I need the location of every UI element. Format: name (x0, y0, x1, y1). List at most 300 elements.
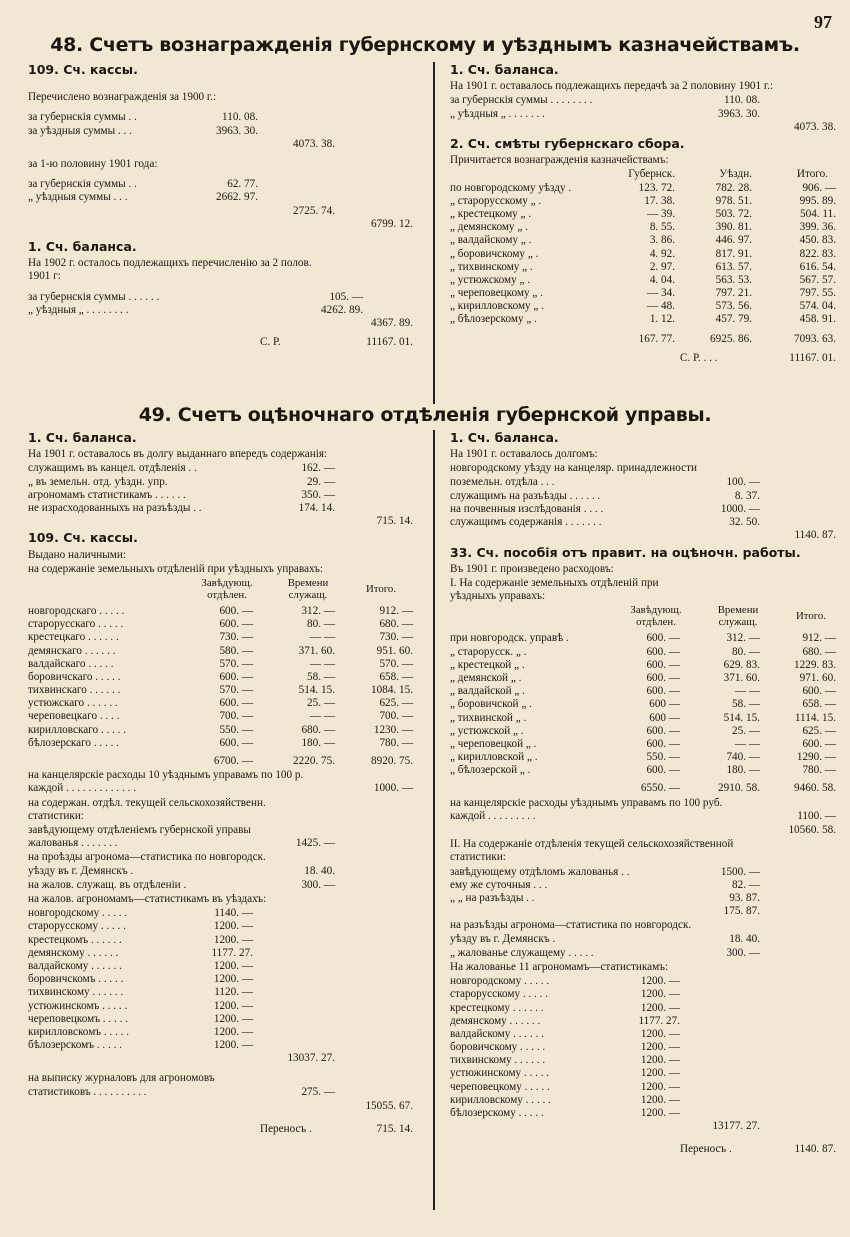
row-value: 1177. 27. (211, 946, 253, 959)
row-value: 457. 79. (715, 313, 752, 326)
row-label: боровичскомъ . . . . . (28, 973, 124, 986)
table-row (450, 659, 840, 672)
row-value: 995. 89. (799, 194, 836, 207)
row-value: 625. — (379, 697, 413, 710)
s49-right-balance-rows (450, 490, 840, 530)
row-value: 600. — (802, 737, 836, 750)
row-label: новгородскому . . . . . (450, 975, 550, 988)
row-label: валдайскому . . . . . . (28, 959, 122, 972)
row-label: крестецкаго . . . . . . (28, 631, 119, 644)
s49-right-office-expenses: на канцелярскіе расходы уѣзднымъ управамъ по 100 руб. каждой . . . . . . . . . 1100. — (450, 796, 836, 822)
row-label: „ бѣлозерскому „ . (450, 313, 537, 326)
s49-left-heading-cash: 109. Сч. кассы. (28, 530, 138, 546)
row-label: череповецкомъ . . . . . (28, 1012, 128, 1025)
page-number: 97 (814, 12, 832, 32)
row-value: 600. — (646, 671, 680, 684)
row-value: 1200. — (213, 933, 253, 946)
table-row (450, 975, 840, 988)
s49-right-heading-subsidy: 33. Сч. пособія отъ правит. на оцѣночн. работы. (450, 544, 801, 560)
row-label: бѣлозерскаго . . . . . (28, 736, 119, 749)
table-row (450, 632, 840, 645)
table-row (450, 879, 840, 892)
row-value: 1200. — (640, 1093, 680, 1106)
row-value: 822. 83. (799, 247, 836, 260)
section-48-title: 48. Счетъ вознагражденія губернскому и уѣзднымъ казначействамъ. (50, 34, 800, 56)
row-label: валдайскому . . . . . . (450, 1027, 544, 1040)
row-value: 180. — (301, 736, 335, 749)
s49-right-carry: Переносъ . 1140. 87. (680, 1143, 836, 1156)
row-value: 1200. — (640, 1054, 680, 1067)
table-row (450, 1107, 840, 1120)
row-value: 371. 60. (298, 644, 335, 657)
row-value: — 48. (647, 300, 675, 313)
table-row (450, 516, 840, 529)
row-value: 573. 56. (715, 300, 752, 313)
row-value: 514. 15. (723, 711, 760, 724)
s49-left-text: Выдано наличными: (28, 548, 126, 561)
table-row (28, 502, 423, 515)
row-value: 629. 83. (723, 658, 760, 671)
row-label: служащимъ содержанія . . . . . . . (450, 516, 602, 529)
table-row (450, 751, 840, 764)
row-value: 1200. — (213, 920, 253, 933)
row-value: 350. — (301, 488, 335, 501)
row-label: завѣдующему отдѣломъ жалованья . . (450, 865, 630, 878)
row-label: „ валдайской „ . (450, 685, 525, 698)
table-row (450, 725, 840, 738)
table-row (28, 1026, 423, 1039)
s49-right-text: На жалованье 11 агрономамъ—статистикамъ: (450, 960, 669, 973)
s48-right-text: На 1901 г. оставалось подлежащихъ передачѣ за 2 половину 1901 г.: (450, 80, 774, 93)
row-label: не израсходованныхъ на разъѣзды . . (28, 501, 202, 514)
table-row (28, 658, 423, 671)
row-value: 600. — (802, 685, 836, 698)
s49-right-heading-balance: 1. Сч. баланса. (450, 430, 559, 445)
table-row (450, 490, 840, 503)
row-label: „ боровичскому „ . (450, 247, 539, 260)
row-value: 25. — (307, 697, 335, 710)
table-row (450, 221, 840, 234)
table-row (28, 671, 423, 684)
table-row (450, 1054, 840, 1067)
row-value: 625. — (802, 724, 836, 737)
row-value: 600. — (219, 670, 253, 683)
row-value: 570. — (219, 657, 253, 670)
table-row (28, 710, 423, 723)
row-value: 1200. — (640, 1107, 680, 1120)
row-value: 80. — (307, 618, 335, 631)
row-value: 32. 50. (729, 516, 760, 529)
row-label: „ демянскому „ . (450, 221, 528, 234)
s48-right-text: Причитается вознагражденія казначействамъ: (450, 154, 669, 167)
row-label: боровичскому . . . . . (450, 1041, 546, 1054)
s49-left-journals: на выписку журналовъ для агрономовъ статистиковъ . . . . . . . . . . 275. — (28, 1072, 335, 1098)
row-value: 29. — (307, 475, 335, 488)
row-value: 730. — (219, 631, 253, 644)
row-value: 80. — (732, 645, 760, 658)
row-value: — — (309, 710, 335, 723)
table-row (450, 261, 840, 274)
row-value: 700. — (379, 710, 413, 723)
s48-left-text: На 1902 г. осталось подлежащихъ перечисленію за 2 полов. 1901 г: (28, 257, 312, 283)
s49-left-text: на содержаніе земельныхъ отдѣленій при уѣздныхъ управахъ: (28, 562, 324, 575)
table-row (450, 1041, 840, 1054)
table-row (28, 645, 423, 658)
row-value: 680. — (802, 645, 836, 658)
s49-right-text: На 1901 г. оставалось долгомъ: (450, 448, 598, 461)
row-value: 1200. — (213, 999, 253, 1012)
row-value: 978. 51. (715, 194, 752, 207)
row-value: 1200. — (640, 1041, 680, 1054)
row-label: череповецкому . . . . . (450, 1080, 550, 1093)
table-row (28, 618, 423, 631)
row-label: кирилловскаго . . . . . (28, 723, 127, 736)
row-label: „ старорусск. „ . (450, 645, 527, 658)
table-row (450, 300, 840, 313)
row-label: старорусскому . . . . . (450, 988, 549, 1001)
row-value: 971. 60. (799, 671, 836, 684)
table-row (28, 697, 423, 710)
row-value: 17. 38. (644, 194, 675, 207)
table-row (450, 1028, 840, 1041)
row-label: крестецкомъ . . . . . . (28, 933, 122, 946)
table-row (28, 631, 423, 644)
row-label: крестецкому . . . . . . (450, 1001, 544, 1014)
row-label: демянскому . . . . . . (450, 1014, 541, 1027)
row-value: 1230. — (373, 723, 413, 736)
table-row (450, 208, 840, 221)
table-row (450, 1067, 840, 1080)
s49-right-subtotal: 1140. 87. (794, 529, 836, 542)
row-label: „ демянской „ . (450, 671, 522, 684)
table-row (450, 698, 840, 711)
row-value: 1177. 27. (638, 1014, 680, 1027)
row-value: 600. — (646, 737, 680, 750)
row-value: 600 — (649, 698, 680, 711)
row-value: 570. — (219, 684, 253, 697)
row-value: 1200. — (640, 1067, 680, 1080)
row-value: 93. 87. (729, 892, 760, 904)
s49-right-head-rows (450, 866, 840, 906)
row-value: 574. 04. (799, 300, 836, 313)
row-value: 458. 91. (799, 313, 836, 326)
s48-left-row: „ уѣздныя „ . . . . . . . . 4262. 89. (28, 303, 363, 316)
s48-left-subtotal: 4073. 38. (293, 137, 335, 150)
row-value: — — (734, 685, 760, 698)
table-row (450, 234, 840, 247)
row-label: тихвинскому . . . . . . (28, 986, 124, 999)
table-row (450, 248, 840, 261)
table-row (28, 737, 423, 750)
s48-right-table-total: 167. 77. 6925. 86. 7093. 63. (638, 332, 836, 345)
s49-right-column (450, 428, 840, 1157)
row-value: 1290. — (796, 751, 836, 764)
s48-left-heading-cash: 109. Сч. кассы. (28, 62, 138, 77)
row-value: 570. — (379, 657, 413, 670)
s49-right-agronomist-travel: на разъѣзды агронома—статистика по новгородск. уѣзду въ г. Демянскъ . 18. 40. (450, 919, 760, 945)
s49-left-carry: Переносъ . 715. 14. (260, 1123, 413, 1136)
row-value: 8. 37. (734, 489, 760, 502)
row-value: 1200. — (640, 1080, 680, 1093)
s48-left-heading-balance: 1. Сч. баланса. (28, 238, 137, 254)
s49-left-text: На 1901 г. оставалось въ долгу выданнаго впередъ содержанія: (28, 448, 328, 461)
s49-left-balance-rows (28, 462, 423, 515)
s49-left-table (28, 605, 423, 750)
row-label: новгородскому . . . . . (28, 907, 128, 920)
row-label: „ валдайскому „ . (450, 234, 532, 247)
row-label: служащимъ въ канцел. отдѣленія . . (28, 462, 197, 475)
s49-right-table-header: Завѣдующ. отдѣлен. Времени служащ. Итого. (630, 604, 827, 629)
row-value: 1114. 15. (794, 711, 836, 724)
row-value: 58. — (732, 698, 760, 711)
s49-left-office-expenses: на канцелярскіе расходы 10 уѣзднымъ управамъ по 100 р. каждой . . . . . . . . . . . . . 1000. — (28, 769, 413, 795)
row-value: — — (309, 657, 335, 670)
row-label: „ бѣлозерской „ . (450, 764, 531, 777)
row-value: 174. 14. (298, 501, 335, 514)
table-row (450, 1002, 840, 1015)
row-value: 906. — (802, 181, 836, 194)
row-value: 180. — (726, 764, 760, 777)
row-value: 600. — (646, 724, 680, 737)
s49-left-subtotal: 15055. 67. (365, 1099, 413, 1112)
table-row (450, 1015, 840, 1028)
s49-right-text: II. На содержаніе отдѣленія текущей сельскохозяйственной статистики: (450, 838, 734, 864)
row-value: 580. — (219, 644, 253, 657)
row-value: 82. — (732, 878, 760, 891)
row-value: 700. — (219, 710, 253, 723)
row-value: 600. — (646, 658, 680, 671)
table-row (450, 764, 840, 777)
row-value: 797. 21. (715, 287, 752, 300)
s48-left-text: за 1-ю половину 1901 года: (28, 157, 158, 170)
row-value: 123. 72. (638, 181, 675, 194)
row-value: 25. — (732, 724, 760, 737)
row-label: „ устюжской „ . (450, 724, 524, 737)
row-value: 550. — (219, 723, 253, 736)
row-value: 1200. — (213, 1025, 253, 1038)
s48-left-row: за губернскія суммы . . 110. 08. (28, 111, 258, 124)
row-value: 514. 15. (298, 684, 335, 697)
row-value: 567. 57. (799, 273, 836, 286)
row-label: новгородскаго . . . . . (28, 604, 125, 617)
row-value: 1229. 83. (794, 658, 836, 671)
s49-right-subtotal: 10560. 58. (788, 824, 836, 837)
row-label: „ тихвинскому „ . (450, 260, 533, 273)
table-row (28, 724, 423, 737)
table-row (450, 503, 840, 516)
s49-left-text: на жалов. агрономамъ—статистикамъ въ уѣздахъ: (28, 893, 267, 906)
table-row (28, 920, 423, 933)
s48-left-column (28, 60, 423, 349)
s48-left-row: за уѣздныя суммы . . . 3963. 30. (28, 124, 258, 137)
row-value: 390. 81. (715, 221, 752, 234)
s49-left-agronomist-table (28, 907, 423, 1052)
s48-right-heading-estimate: 2. Сч. смѣты губернскаго сбора. (450, 135, 685, 151)
table-row (28, 986, 423, 999)
row-value: 1140. — (214, 907, 253, 920)
s49-left-subtotal: 715. 14. (376, 515, 413, 528)
table-row (28, 476, 423, 489)
table-row (28, 489, 423, 502)
row-value: 951. 60. (376, 644, 413, 657)
row-label: „ „ на разъѣзды . . (450, 892, 535, 904)
table-row (28, 1039, 423, 1052)
table-row (450, 672, 840, 685)
row-value: — — (734, 737, 760, 750)
table-row (450, 182, 840, 195)
row-label: „ въ земельн. отд. уѣздн. упр. (28, 475, 168, 488)
row-value: — 34. (647, 287, 675, 300)
section-49-title: 49. Счетъ оцѣночнаго отдѣленія губернской управы. (138, 404, 712, 426)
row-value: 4. 92. (649, 247, 675, 260)
row-label: агрономамъ статистикамъ . . . . . . (28, 488, 186, 501)
table-row (450, 712, 840, 725)
row-label: „ тихвинской „ . (450, 711, 527, 724)
row-value: 600. — (646, 764, 680, 777)
s49-right-text: Въ 1901 г. произведено расходовъ: (450, 562, 614, 575)
row-label: старорусскаго . . . . . (28, 618, 124, 631)
row-value: 912. — (802, 632, 836, 645)
row-value: 740. — (726, 751, 760, 764)
table-row (450, 738, 840, 751)
row-label: кирилловскому . . . . . (450, 1093, 551, 1106)
row-value: 58. — (307, 670, 335, 683)
table-row (450, 866, 840, 879)
table-row (450, 988, 840, 1001)
s49-left-table-header: Завѣдующ. отдѣлен. Времени служащ. Итого. (201, 576, 397, 601)
row-value: 680. — (379, 618, 413, 631)
s49-right-subtotal: 175. 87. (723, 905, 760, 918)
row-label: демянскому . . . . . . (28, 946, 119, 959)
row-label: тихвинскому . . . . . . (450, 1054, 546, 1067)
s49-right-subtotal: 13177. 27. (712, 1120, 760, 1133)
row-label: боровичскаго . . . . . (28, 670, 121, 683)
row-value: 1200. — (640, 975, 680, 988)
row-value: 613. 57. (715, 260, 752, 273)
table-row (28, 960, 423, 973)
row-value: 1200. — (640, 1027, 680, 1040)
s48-left-row: за губернскія суммы . . . . . . 105. — (28, 290, 363, 303)
row-label: „ череповецкому „ . (450, 287, 543, 300)
row-value: 600. — (646, 685, 680, 698)
row-label: валдайскаго . . . . . (28, 657, 114, 670)
s49-left-table-total: 6700. — 2220. 75. 8920. 75. (213, 755, 413, 768)
row-label: „ боровичской „ . (450, 698, 532, 711)
table-row (450, 1081, 840, 1094)
table-row (450, 1094, 840, 1107)
row-value: 450. 83. (799, 234, 836, 247)
row-value: 1200. — (640, 988, 680, 1001)
s48-left-text: Перечислено вознагражденія за 1900 г.: (28, 91, 217, 104)
row-value: 4. 04. (649, 273, 675, 286)
s48-left-subtotal: 4367. 89. (371, 316, 413, 329)
row-value: 600 — (649, 711, 680, 724)
row-value: 1000. — (720, 503, 760, 515)
row-label: по новгородскому уѣзду . (450, 181, 572, 194)
table-row (450, 287, 840, 300)
s49-right-office-debt: новгородскому уѣзду на канцеляр. принадлежности поземельн. отдѣла . . . 100. — (450, 462, 760, 488)
row-value: — — (309, 631, 335, 644)
s48-right-row: „ уѣздныя „ . . . . . . . 3963. 30. (450, 107, 760, 120)
s48-right-column (450, 60, 840, 365)
s49-right-table-total: 6550. — 2910. 58. 9460. 58. (640, 782, 836, 795)
s49-right-text: I. На содержаніе земельныхъ отдѣленій при уѣздныхъ управахъ: (450, 576, 659, 603)
row-value: 817. 91. (715, 247, 752, 260)
row-value: 600. — (219, 736, 253, 749)
row-value: 162. — (301, 462, 335, 475)
row-value: 1. 12. (649, 313, 675, 326)
row-label: бѣлозерскому . . . . . (450, 1107, 544, 1120)
row-label: демянскаго . . . . . . (28, 644, 116, 657)
table-row (28, 907, 423, 920)
row-label: устюжскаго . . . . . . (28, 697, 118, 710)
column-divider (433, 62, 435, 404)
row-value: 1200. — (213, 973, 253, 986)
table-row (28, 973, 423, 986)
row-value: 3. 86. (649, 234, 675, 247)
table-row (450, 685, 840, 698)
row-label: устюжинскомъ . . . . . (28, 999, 128, 1012)
s49-left-column (28, 428, 423, 1136)
row-value: 780. — (379, 736, 413, 749)
s49-right-table (450, 632, 840, 777)
s48-right-table (450, 182, 840, 327)
s48-left-total: 6799. 12. (371, 217, 413, 230)
row-value: 1200. — (213, 959, 253, 972)
table-row (28, 1013, 423, 1026)
row-value: 446. 97. (715, 234, 752, 247)
s49-left-subtotal: 13037. 27. (287, 1052, 335, 1065)
table-row (450, 646, 840, 659)
row-value: 550. — (646, 751, 680, 764)
row-value: 312. — (726, 632, 760, 645)
row-label: бѣлозерскомъ . . . . . (28, 1039, 122, 1052)
s48-left-row: „ уѣздныя суммы . . . 2662. 97. (28, 191, 258, 204)
row-value: 1084. 15. (371, 684, 413, 697)
s49-left-staff-salary: на жалов. служащ. въ отдѣленіи . 300. — (28, 878, 335, 891)
table-row (28, 462, 423, 475)
row-label: „ старорусскому „ . (450, 194, 542, 207)
row-value: 1200. — (213, 1039, 253, 1052)
s49-right-agronomist-table (450, 975, 840, 1120)
row-value: 600. — (646, 632, 680, 645)
table-row (28, 684, 423, 697)
row-value: 730. — (379, 631, 413, 644)
table-row (28, 605, 423, 618)
row-value: — 39. (647, 207, 675, 220)
row-value: 780. — (802, 764, 836, 777)
row-value: 600. — (219, 697, 253, 710)
s49-right-staff-salary: „ жалованье служащему . . . . . 300. — (450, 946, 760, 959)
row-label: „ кирилловской „ . (450, 751, 538, 764)
row-value: 912. — (379, 604, 413, 617)
row-value: 371. 60. (723, 671, 760, 684)
s48-right-table-header: Губернск. Уѣздн. Итого. (628, 168, 828, 181)
row-value: 600. — (646, 645, 680, 658)
row-label: старорусскому . . . . . (28, 920, 127, 933)
s49-left-head-salary: завѣдующему отдѣленіемъ губернской управы жалованья . . . . . . . 1425. — (28, 824, 335, 850)
row-value: 503. 72. (715, 207, 752, 220)
table-row (450, 892, 840, 905)
row-label: „ череповецкой „ . (450, 737, 537, 750)
row-label: при новгородск. управѣ . (450, 632, 569, 645)
row-value: 658. — (379, 670, 413, 683)
s48-left-sum: С. Р. 11167. 01. (260, 336, 413, 349)
s49-left-agronomist-travel: на проѣзды агронома—статистика по новгородск. уѣзду въ г. Демянскъ . 18. 40. (28, 851, 335, 877)
s48-right-subtotal: 4073. 38. (794, 120, 836, 133)
s49-left-heading-balance: 1. Сч. баланса. (28, 430, 137, 445)
row-value: 1200. — (640, 1001, 680, 1014)
